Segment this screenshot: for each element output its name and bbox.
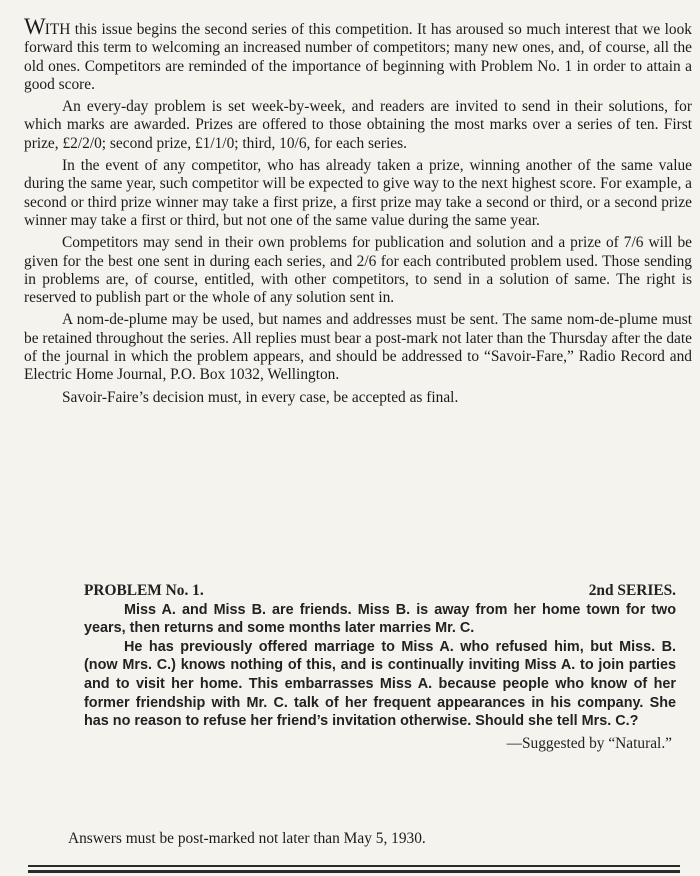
intro-paragraph-2: An every-day problem is set week-by-week, and readers are invited to send in their solutions, for which marks are awarded. Prizes are offered to those obtaining the most marks over a series of ten. First prize, £2/2/0; second prize, £1/1/0; third, 10/6, for each series. bbox=[24, 98, 692, 152]
problem-section bbox=[84, 582, 676, 753]
intro-paragraph-6: Savoir-Faire’s decision must, in every case, be accepted as final. bbox=[62, 388, 459, 406]
problem-credit: —Suggested by “Natural.” bbox=[506, 734, 672, 752]
problem-header bbox=[84, 582, 676, 601]
drop-cap: W bbox=[24, 14, 45, 39]
problem-series: 2nd SERIES. bbox=[588, 582, 676, 599]
problem-title: PROBLEM No. 1. bbox=[84, 582, 204, 599]
problem-paragraph-2: He has previously offered marriage to Miss A. who refused him, but Miss. B. (now Mrs. C.) knows nothing of this, and is continually inviting Miss A. to join parties and to visit her home. This embarrasses Miss A. because people who know of her former friendship with Mr. C. talk of her frequent appearances in his company. She has no reason to refuse her friend’s invitation otherwise. Should she tell Mrs. C.? bbox=[84, 638, 676, 730]
answers-deadline: Answers must be post-marked not later than May 5, 1930. bbox=[68, 830, 426, 847]
problem-paragraph-1: Miss A. and Miss B. are friends. Miss B. is away from her home town for two years, then returns and some months later marries Mr. C. bbox=[84, 601, 676, 637]
intro-paragraph-3: In the event of any competitor, who has already taken a prize, winning another of the same value during the same year, such competitor will be expected to give way to the next highest score. For example, a second or third prize winner may take a first prize, a first prize may take a second or third, or a second prize winner may take a first or third, but not one of the same value during the same year. bbox=[24, 157, 692, 229]
competition-intro bbox=[24, 14, 692, 411]
divider-rule bbox=[28, 870, 680, 873]
intro-paragraph-1-text: ITH this issue begins the second series of this competition. It has aroused so much interest that we look forward this term to welcoming an increased number of competitors; many new ones, and, of course, all the old ones. Competitors are reminded of the importance of beginning with Problem No. 1 in order to attain a good score. bbox=[24, 21, 692, 93]
intro-paragraph-1 bbox=[24, 14, 692, 94]
intro-paragraph-5: A nom-de-plume may be used, but names and addresses must be sent. The same nom-de-plume must be retained throughout the series. All replies must bear a post-mark not later than the Thursday after the date of the journal in which the problem appears, and should be addressed to “Savoir-Fare,” Radio Record and Electric Home Journal, P.O. Box 1032, Wellington. bbox=[24, 311, 692, 384]
divider-rule bbox=[28, 865, 680, 867]
intro-paragraph-4: Competitors may send in their own problems for publication and solution and a prize of 7/6 will be given for the best one sent in during each series, and 2/6 for each contributed problem used. Those sending in problems are, of course, entitled, with other competitors, to send in a solution of same. The right is reserved to publish part or the whole of any solution sent in. bbox=[24, 234, 692, 307]
